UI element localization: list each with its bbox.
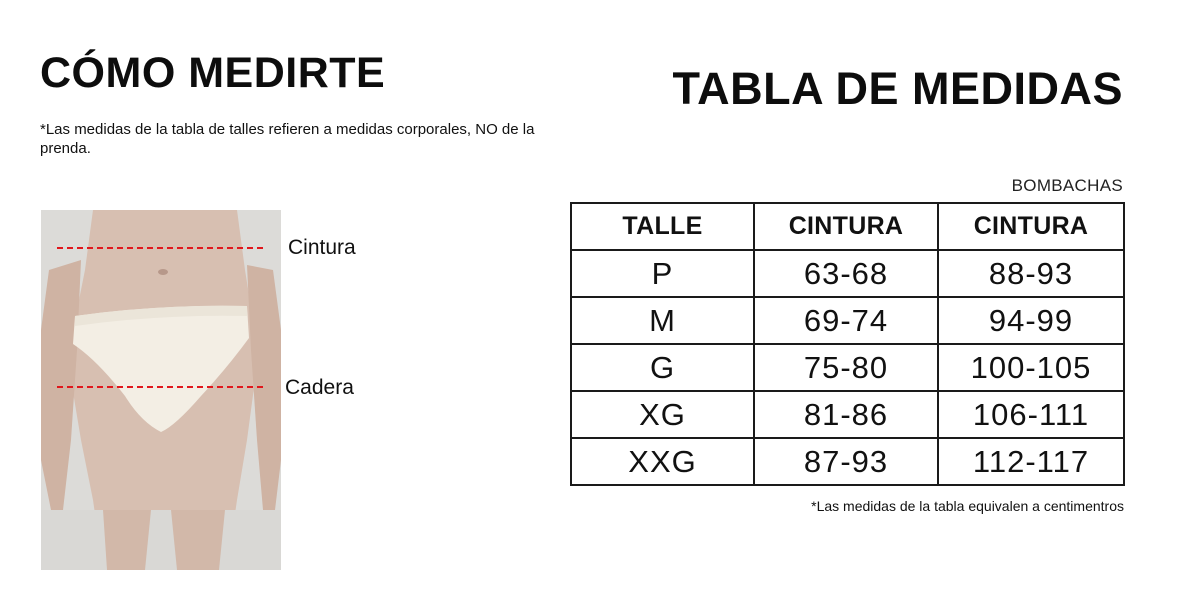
size-cell: G (571, 344, 754, 391)
table-header-row (571, 203, 1124, 250)
size-table (570, 202, 1125, 486)
waist-cell: 87-93 (754, 438, 938, 485)
waist-measure-line (57, 247, 263, 249)
table-row (571, 250, 1124, 297)
second-measure-cell: 88-93 (938, 250, 1124, 297)
hip-measure-line (57, 386, 263, 388)
second-measure-cell: 94-99 (938, 297, 1124, 344)
size-chart-title: TABLA DE MEDIDAS (672, 63, 1123, 114)
table-row (571, 438, 1124, 485)
size-cell: P (571, 250, 754, 297)
table-row (571, 297, 1124, 344)
units-footnote: *Las medidas de la tabla equivalen a centimentros (811, 498, 1124, 514)
size-cell: XXG (571, 438, 754, 485)
size-cell: XG (571, 391, 754, 438)
waist-label: Cintura (288, 236, 356, 259)
how-to-measure-title: CÓMO MEDIRTE (40, 49, 386, 97)
table-row (571, 391, 1124, 438)
second-measure-header: CINTURA (938, 203, 1124, 250)
waist-cell: 63-68 (754, 250, 938, 297)
waist-header: CINTURA (754, 203, 938, 250)
size-cell: M (571, 297, 754, 344)
hip-label: Cadera (285, 376, 354, 399)
size-header: TALLE (571, 203, 754, 250)
second-measure-cell: 112-117 (938, 438, 1124, 485)
product-category-label: BOMBACHAS (1011, 176, 1123, 195)
second-measure-cell: 106-111 (938, 391, 1124, 438)
waist-cell: 75-80 (754, 344, 938, 391)
body-measurements-note: *Las medidas de la tabla de talles refieren a medidas corporales, NO de la prenda. (40, 121, 535, 157)
waist-cell: 81-86 (754, 391, 938, 438)
second-measure-cell: 100-105 (938, 344, 1124, 391)
table-row (571, 344, 1124, 391)
model-photo (41, 210, 281, 570)
waist-cell: 69-74 (754, 297, 938, 344)
